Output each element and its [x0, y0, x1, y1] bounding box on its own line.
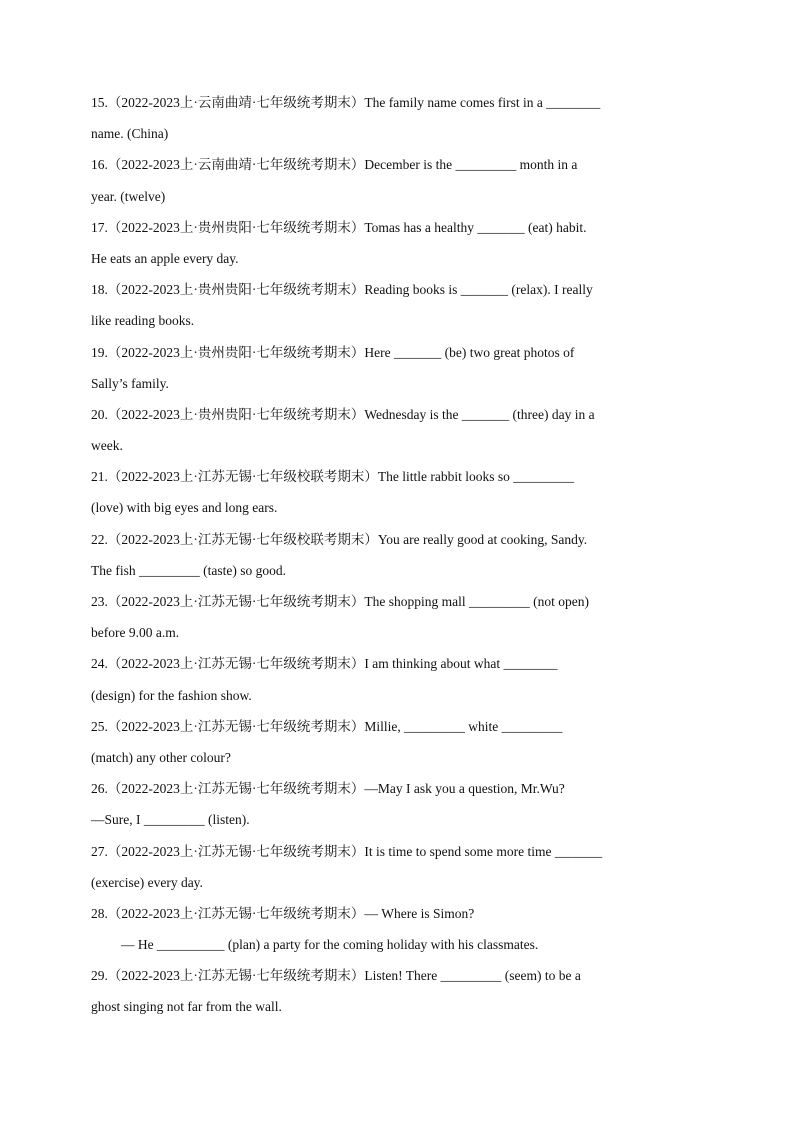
question-number: 28	[91, 905, 105, 921]
question-line-2: He eats an apple every day.	[91, 250, 239, 266]
question-20	[91, 399, 703, 461]
question-source: （2022-2023上·贵州贵阳·七年级统考期末）	[107, 219, 365, 235]
question-line-1: 27.（2022-2023上·江苏无锡·七年级统考期末）It is time to spend some more time _______	[91, 843, 603, 859]
question-number: 25	[91, 718, 105, 734]
question-number: 19	[91, 344, 105, 360]
question-16	[91, 149, 703, 211]
question-text: The family name comes first in a ________	[364, 95, 601, 110]
question-line-2: (love) with big eyes and long ears.	[91, 500, 278, 516]
question-text: Reading books is _______ (relax). I really	[364, 282, 593, 298]
question-18	[91, 274, 703, 336]
question-25	[91, 711, 703, 773]
question-number: 23	[91, 594, 105, 609]
question-line-2: (design) for the fashion show.	[91, 687, 252, 703]
question-15	[91, 87, 703, 149]
question-line-2: like reading books.	[91, 313, 195, 329]
question-text: — Where is Simon?	[364, 905, 475, 921]
question-source: （2022-2023上·江苏无锡·七年级统考期末）	[107, 968, 365, 984]
question-source: （2022-2023上·江苏无锡·七年级统考期末）	[107, 905, 365, 921]
question-number: 16	[91, 157, 105, 173]
question-line-2: (match) any other colour?	[91, 749, 231, 765]
question-28	[91, 898, 703, 960]
question-22	[91, 524, 703, 586]
question-line-1: 28.（2022-2023上·江苏无锡·七年级统考期末）— Where is Simon?	[91, 905, 475, 921]
question-line-1: 15.（2022-2023上·云南曲靖·七年级统考期末）The family name comes first in a ________	[91, 95, 601, 110]
question-line-1: 23.（2022-2023上·江苏无锡·七年级统考期末）The shopping mall _________ (not open)	[91, 594, 589, 609]
question-number: 21	[91, 469, 105, 485]
question-text: Listen! There _________ (seem) to be a	[364, 968, 581, 984]
question-text: The little rabbit looks so _________	[377, 469, 574, 485]
question-number: 17	[91, 219, 105, 235]
question-source: （2022-2023上·江苏无锡·七年级统考期末）	[107, 656, 365, 672]
question-text: You are really good at cooking, Sandy.	[377, 531, 588, 547]
question-17	[91, 212, 703, 274]
question-line-2: year. (twelve)	[91, 188, 166, 204]
question-27	[91, 836, 703, 898]
question-line-1: 25.（2022-2023上·江苏无锡·七年级统考期末）Millie, _________ white _________	[91, 718, 563, 734]
question-line-2: — He __________ (plan) a party for the coming holiday with his classmates.	[121, 937, 539, 953]
question-line-1: 24.（2022-2023上·江苏无锡·七年级统考期末）I am thinking about what ________	[91, 656, 558, 672]
question-line-1: 26.（2022-2023上·江苏无锡·七年级统考期末）—May I ask you a question, Mr.Wu?	[91, 781, 565, 797]
question-23	[91, 586, 703, 648]
question-source: （2022-2023上·江苏无锡·七年级校联考期末）	[107, 531, 378, 547]
question-source: （2022-2023上·江苏无锡·七年级统考期末）	[107, 718, 365, 734]
question-source: （2022-2023上·江苏无锡·七年级统考期末）	[107, 781, 365, 797]
question-text: Here _______ (be) two great photos of	[364, 344, 575, 360]
question-source: （2022-2023上·江苏无锡·七年级统考期末）	[107, 594, 365, 609]
question-line-1: 22.（2022-2023上·江苏无锡·七年级校联考期末）You are really good at cooking, Sandy.	[91, 531, 588, 547]
question-line-1: 18.（2022-2023上·贵州贵阳·七年级统考期末）Reading books is _______ (relax). I really	[91, 282, 593, 298]
question-source: （2022-2023上·贵州贵阳·七年级统考期末）	[107, 344, 365, 360]
question-line-1: 16.（2022-2023上·云南曲靖·七年级统考期末）December is the _________ month in a	[91, 157, 578, 173]
question-text: Tomas has a healthy _______ (eat) habit.	[364, 219, 587, 235]
question-text: —May I ask you a question, Mr.Wu?	[364, 781, 565, 797]
question-source: （2022-2023上·云南曲靖·七年级统考期末）	[107, 157, 365, 173]
question-text: Millie, _________ white _________	[364, 718, 563, 734]
question-number: 22	[91, 531, 105, 547]
question-line-2: —Sure, I _________ (listen).	[91, 812, 250, 828]
question-line-1: 19.（2022-2023上·贵州贵阳·七年级统考期末）Here _______ (be) two great photos of	[91, 344, 575, 360]
question-line-1: 21.（2022-2023上·江苏无锡·七年级校联考期末）The little rabbit looks so _________	[91, 469, 574, 485]
question-text: Wednesday is the _______ (three) day in a	[364, 406, 595, 422]
question-line-2: name. (China)	[91, 126, 169, 142]
question-line-2: (exercise) every day.	[91, 874, 203, 890]
question-line-2: The fish _________ (taste) so good.	[91, 562, 286, 578]
question-source: （2022-2023上·江苏无锡·七年级校联考期末）	[107, 469, 378, 485]
question-source: （2022-2023上·贵州贵阳·七年级统考期末）	[107, 406, 365, 422]
question-number: 26	[91, 781, 105, 797]
question-text: December is the _________ month in a	[364, 157, 578, 173]
exercise-list	[91, 87, 703, 1023]
question-line-1: 20.（2022-2023上·贵州贵阳·七年级统考期末）Wednesday is the _______ (three) day in a	[91, 406, 595, 422]
question-number: 24	[91, 656, 105, 672]
question-line-1: 29.（2022-2023上·江苏无锡·七年级统考期末）Listen! There _________ (seem) to be a	[91, 968, 581, 984]
question-number: 29	[91, 968, 105, 984]
question-19	[91, 337, 703, 399]
question-29	[91, 960, 703, 1022]
question-text: I am thinking about what ________	[364, 656, 558, 672]
question-line-2: week.	[91, 438, 123, 454]
question-26	[91, 773, 703, 835]
question-line-2: before 9.00 a.m.	[91, 625, 180, 641]
question-line-2: ghost singing not far from the wall.	[91, 999, 282, 1015]
question-line-2: Sally’s family.	[91, 375, 169, 391]
question-source: （2022-2023上·江苏无锡·七年级统考期末）	[107, 843, 365, 859]
question-number: 20	[91, 406, 105, 422]
question-source: （2022-2023上·云南曲靖·七年级统考期末）	[107, 95, 365, 110]
question-text: The shopping mall _________ (not open)	[364, 594, 589, 609]
question-line-1: 17.（2022-2023上·贵州贵阳·七年级统考期末）Tomas has a healthy _______ (eat) habit.	[91, 219, 587, 235]
question-number: 18	[91, 282, 105, 298]
question-text: It is time to spend some more time _______	[364, 843, 603, 859]
question-24	[91, 648, 703, 710]
question-number: 15	[91, 95, 105, 110]
question-source: （2022-2023上·贵州贵阳·七年级统考期末）	[107, 282, 365, 298]
question-21	[91, 461, 703, 523]
question-number: 27	[91, 843, 105, 859]
